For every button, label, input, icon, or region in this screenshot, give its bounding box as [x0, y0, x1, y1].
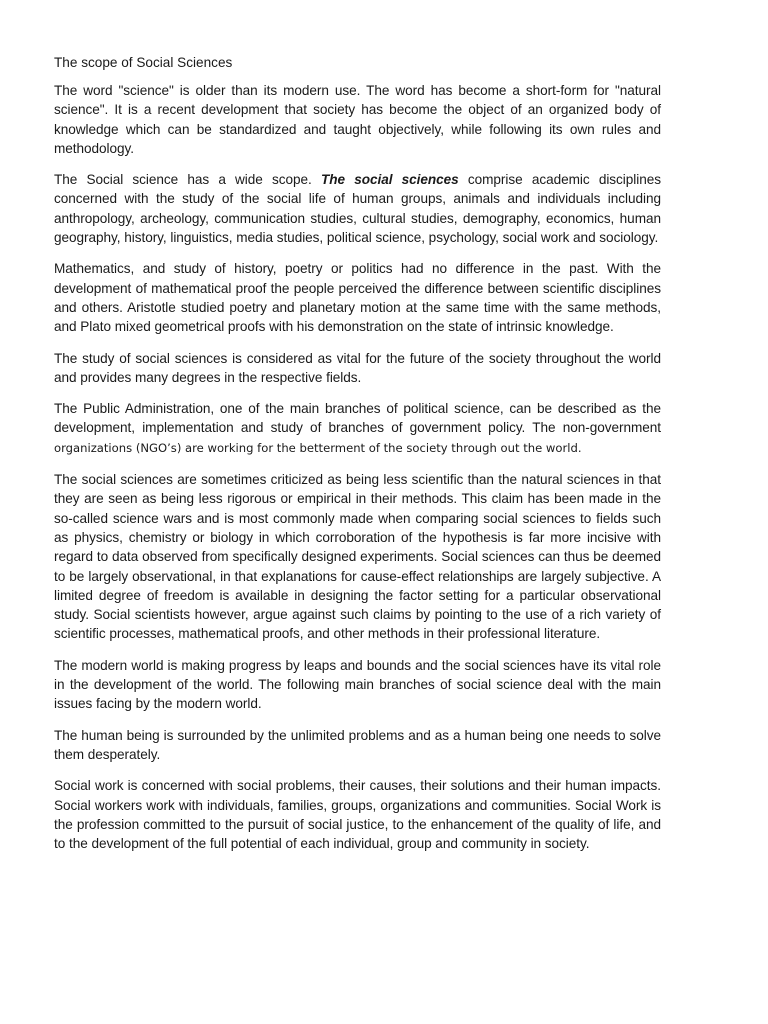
document-title: The scope of Social Sciences [54, 55, 233, 70]
paragraph-public-administration [54, 399, 661, 458]
paragraph-history: Mathematics, and study of history, poetry or politics had no difference in the past. With the development of mathematical proof the people perceived the difference between scientific disciplines and others. Aristotle studied poetry and planetary motion at the same time with the same methods, and Plato mixed geometrical proofs with his demonstration on the state of intrinsic knowledge. [54, 261, 661, 335]
paragraph-modern-world: The modern world is making progress by leaps and bounds and the social sciences have its vital role in the development of the world. The following main branches of social science deal with the main issues facing by the modern world. [54, 657, 661, 712]
paragraph-criticism: The social sciences are sometimes criticized as being less scientific than the natural sciences in that they are seen as being less rigorous or empirical in their methods. This claim has been made in the so-called science wars and is most commonly made when comparing social sciences to fields such as physics, chemistry or biology in which corroboration of the hypothesis is far more incisive with regard to data observed from specifically designed experiments. Social sciences can thus be deemed to be largely observational, in that explanations for cause-effect relationships are largely subjective. A limited degree of freedom is available in designing the factor setting for a particular observational study. Social scientists however, argue against such claims by pointing to the use of a rich variety of scientific processes, mathematical proofs, and other methods in their professional literature. [54, 472, 661, 642]
paragraph-ngo-text: organizations (NGO’s) are working for the betterment of the society through out the world. [54, 440, 582, 455]
paragraph-wide-scope-intro: The Social science has a wide scope. [54, 172, 321, 188]
paragraph-public-administration-main: The Public Administration, one of the main branches of political science, can be described as the development, implementation and study of branches of government policy. The non-government [54, 401, 661, 436]
paragraph-social-work: Social work is concerned with social problems, their causes, their solutions and their human impacts. Social workers work with individuals, families, groups, organizations and communities. Social Work is the profession committed to the pursuit of social justice, to the enhancement of the quality of life, and to the development of the full potential of each individual, group and community in society. [54, 778, 661, 852]
paragraph-vital-study: The study of social sciences is considered as vital for the future of the society throughout the world and provides many degrees in the respective fields. [54, 350, 661, 385]
paragraph-wide-scope [54, 170, 661, 247]
social-sciences-emphasis: The social sciences [320, 172, 459, 188]
paragraph-science-origin: The word "science" is older than its modern use. The word has become a short-form for "natural science". It is a recent development that society has become the object of an organized body of knowledge which can be standardized and taught objectively, while following its own rules and methodology. [54, 83, 661, 156]
paragraph-human-problems: The human being is surrounded by the unlimited problems and as a human being one needs to solve them desperately. [54, 727, 661, 762]
paragraph-wide-scope-body: comprise academic disciplines concerned with the study of the social life of human groups, animals and individuals including anthropology, archeology, communication studies, cultural studies, demography, economics, human geography, history, linguistics, media studies, political science, psychology, social work and sociology. [54, 172, 661, 246]
